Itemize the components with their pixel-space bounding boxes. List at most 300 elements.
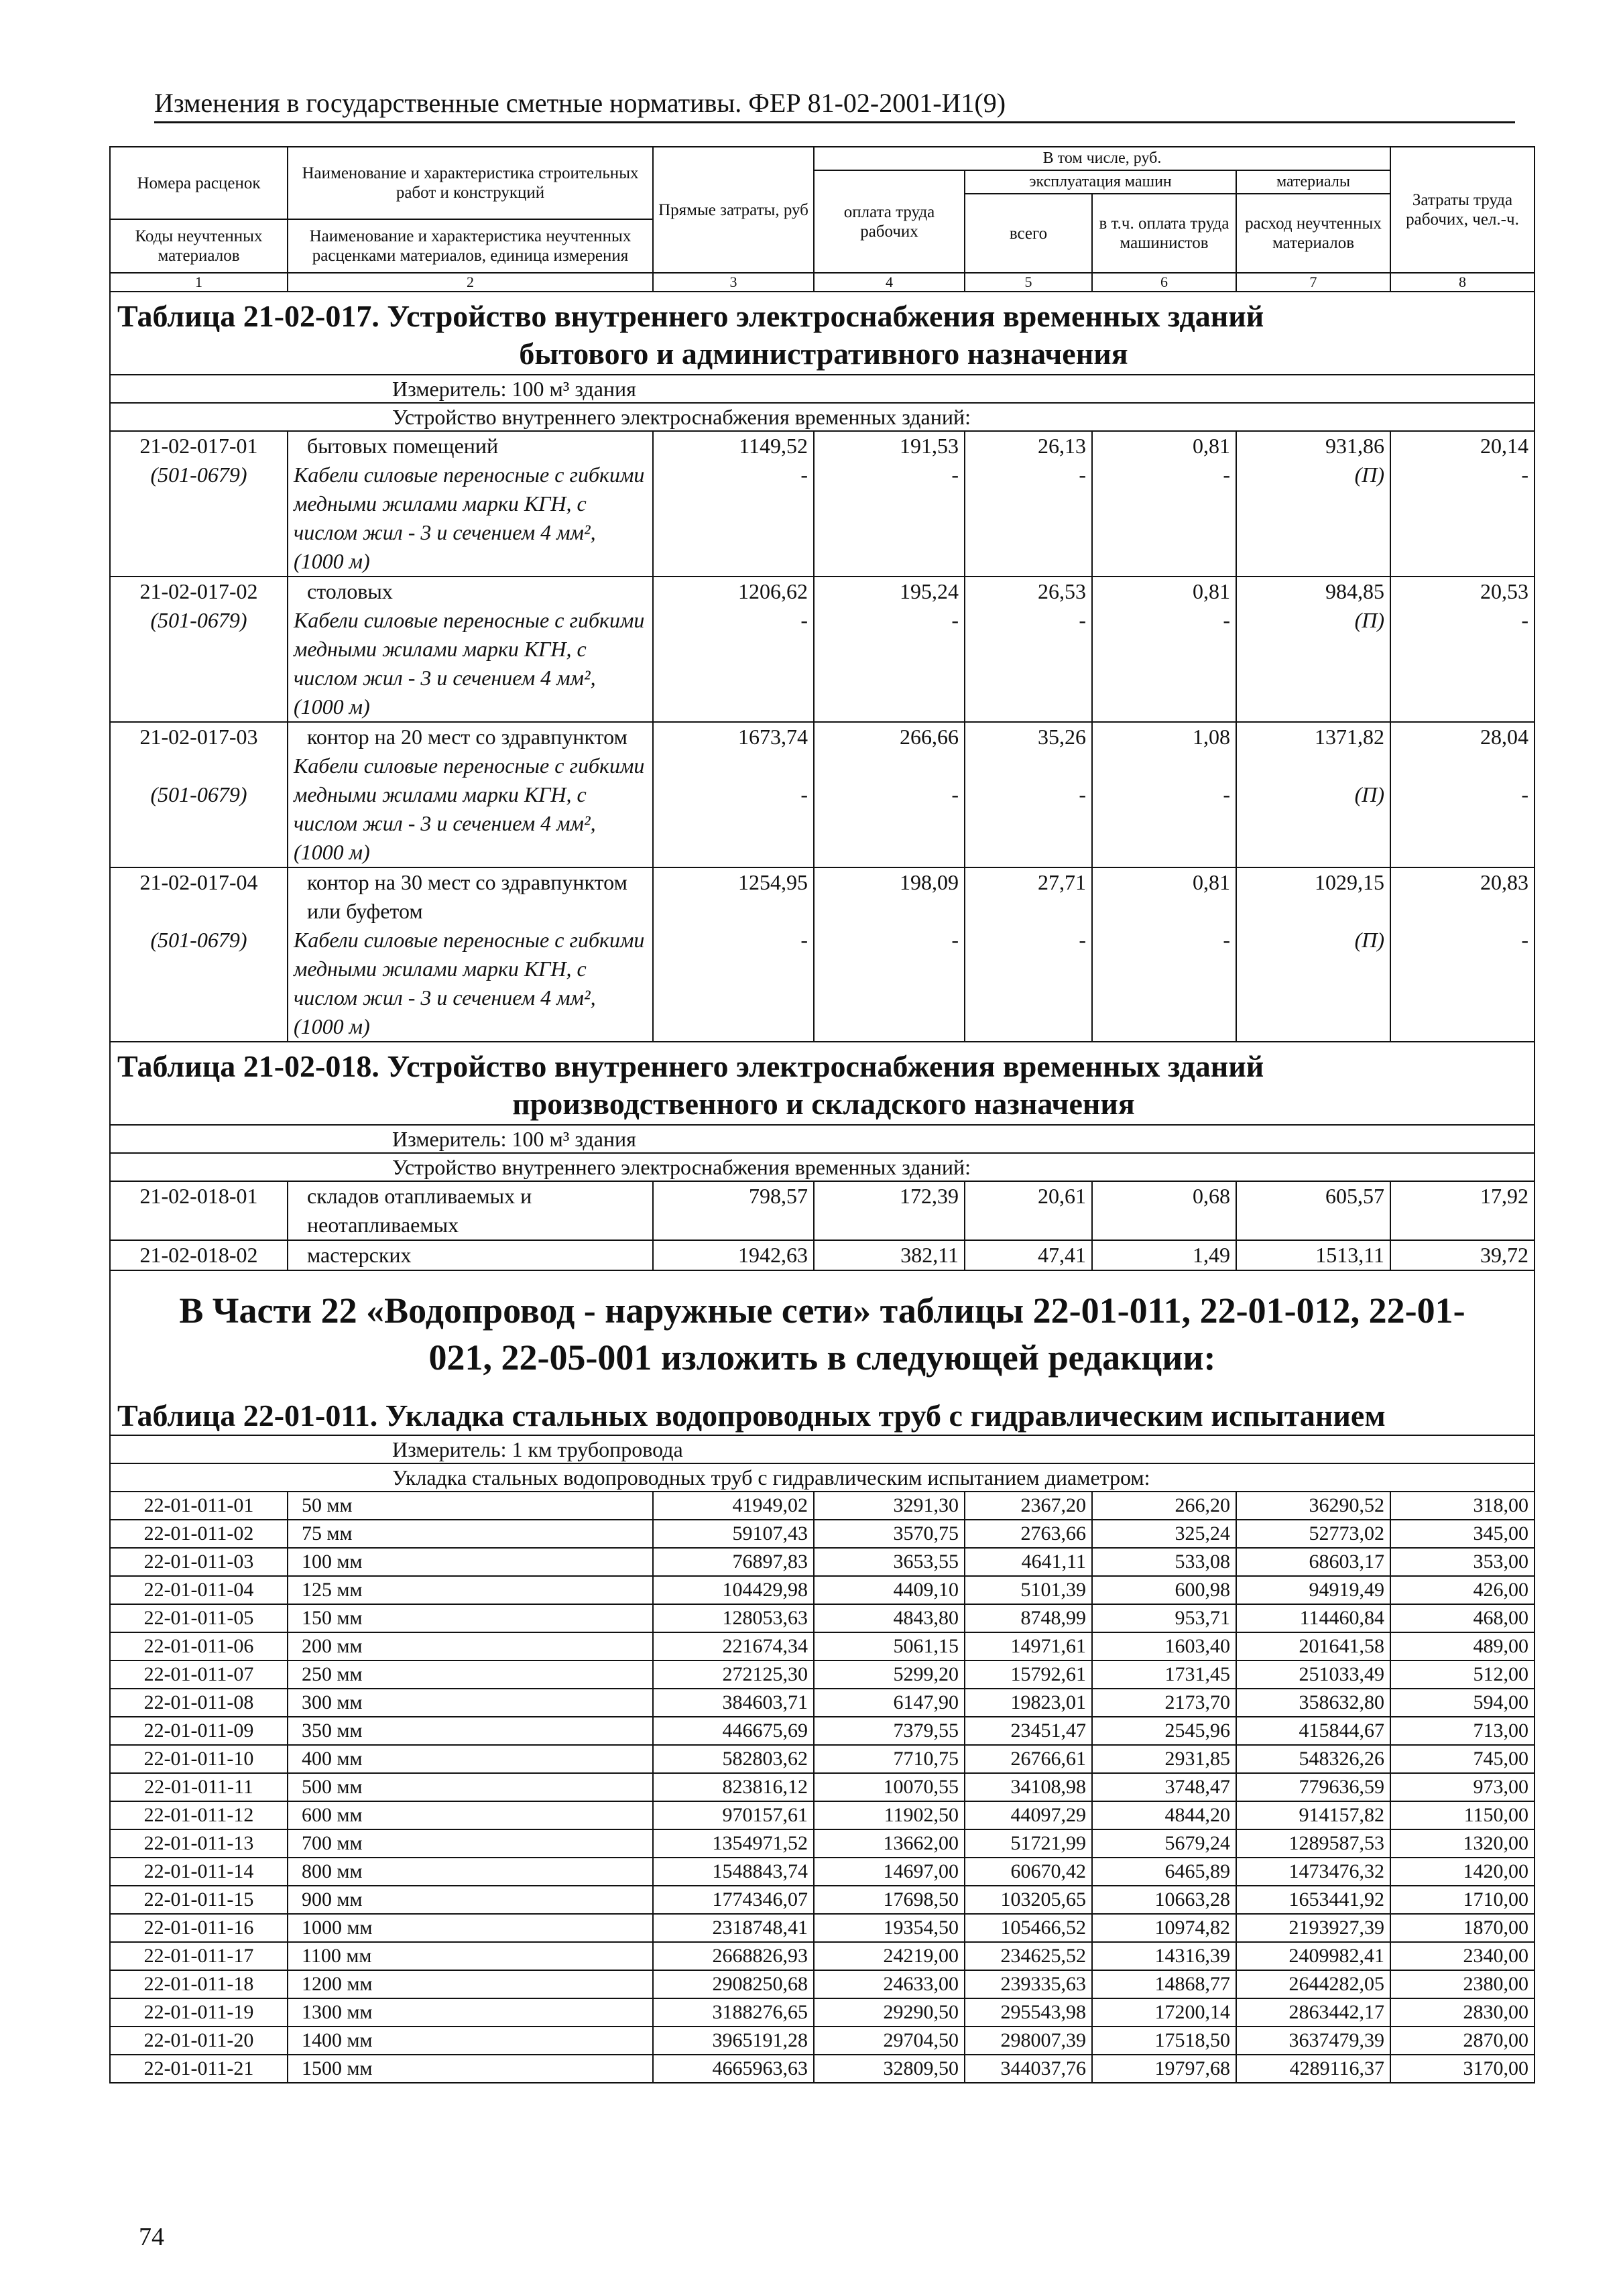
col-header-3: Прямые затраты, руб (653, 147, 814, 273)
col-header-5: всего (965, 194, 1092, 273)
table-row (110, 1604, 1535, 1632)
operator-pay: 953,71 (1092, 1604, 1236, 1632)
worker-pay: 24219,00 (814, 1942, 965, 1970)
work-name: 1000 мм (288, 1914, 653, 1942)
direct-costs: 59107,43 (653, 1520, 814, 1548)
direct-costs: 76897,83 (653, 1548, 814, 1576)
table-row (110, 2055, 1535, 2083)
worker-pay: 4409,10 (814, 1576, 965, 1604)
value-cell: 0,81 - (1092, 431, 1236, 577)
col-header-group: В том числе, руб. (814, 147, 1390, 170)
rate-code: 21-02-018-01 (110, 1181, 288, 1240)
labor-hours: 353,00 (1390, 1548, 1535, 1576)
materials-cost: 1371,82 (1315, 725, 1384, 749)
table-title-line: бытового и административного назначения (519, 337, 1128, 371)
machines-total: 23451,47 (965, 1717, 1092, 1745)
materials-cost: 4289116,37 (1236, 2055, 1390, 2083)
material-flag: (П) (1354, 608, 1384, 632)
value-cell (1236, 431, 1390, 577)
rate-code: 21-02-017-02 (139, 579, 258, 603)
col-header-machines: эксплуатация машин (965, 170, 1236, 194)
table-row (110, 1970, 1535, 1998)
table-row (110, 1858, 1535, 1886)
worker-pay: 19354,50 (814, 1914, 965, 1942)
table-22-01-011 (110, 1270, 1535, 1492)
machines-total: 15792,61 (965, 1660, 1092, 1689)
machines-total: 5101,39 (965, 1576, 1092, 1604)
rate-code: 22-01-011-10 (110, 1745, 288, 1773)
rate-code: 22-01-011-09 (110, 1717, 288, 1745)
table-title-line: Таблица 21-02-017. Устройство внутреннего электроснабжения временных зданий (117, 299, 1264, 333)
labor-hours: 1320,00 (1390, 1829, 1535, 1858)
operator-pay: 2545,96 (1092, 1717, 1236, 1745)
labor-hours: 2830,00 (1390, 1998, 1535, 2027)
materials-cost: 2863442,17 (1236, 1998, 1390, 2027)
work-name: 125 мм (288, 1576, 653, 1604)
rate-code: 22-01-011-01 (110, 1492, 288, 1520)
value-cell (1236, 722, 1390, 867)
table-title (110, 292, 1535, 375)
value-cell: 195,24 - (814, 577, 965, 722)
value-cell: 266,66 - (814, 722, 965, 867)
worker-pay: 266,66 (900, 725, 959, 749)
col-number: 1 (110, 273, 288, 292)
materials-cost: 2644282,05 (1236, 1970, 1390, 1998)
machines-total: 35,26 (1038, 725, 1086, 749)
col-number: 8 (1390, 273, 1535, 292)
table-row (110, 1240, 1535, 1270)
col-header-6: в т.ч. оплата труда машинистов (1092, 194, 1236, 273)
worker-pay: 29290,50 (814, 1998, 965, 2027)
value-cell: 0,81 - (1092, 867, 1236, 1042)
work-name: 300 мм (288, 1689, 653, 1717)
operator-pay: 1731,45 (1092, 1660, 1236, 1689)
machines-total: 103205,65 (965, 1886, 1092, 1914)
rate-code: 22-01-011-19 (110, 1998, 288, 2027)
rate-code: 21-02-017-01 (139, 434, 258, 458)
labor-hours: 2340,00 (1390, 1942, 1535, 1970)
table-row (110, 1998, 1535, 2027)
table-title-line: Таблица 21-02-018. Устройство внутреннего электроснабжения временных зданий (117, 1049, 1264, 1083)
worker-pay: 3291,30 (814, 1492, 965, 1520)
col1-top-label: Номера расценок (137, 174, 261, 192)
materials-cost: 931,86 (1325, 434, 1384, 458)
column-numbers-row (110, 273, 1535, 292)
materials-cost: 3637479,39 (1236, 2027, 1390, 2055)
machines-total: 295543,98 (965, 1998, 1092, 2027)
machines-total: 4641,11 (965, 1548, 1092, 1576)
machines-total: 60670,42 (965, 1858, 1092, 1886)
labor-hours: 512,00 (1390, 1660, 1535, 1689)
table-row (110, 1942, 1535, 1970)
materials-cost: 2409982,41 (1236, 1942, 1390, 1970)
rate-code: 21-02-017-04 (139, 870, 258, 894)
machines-total: 34108,98 (965, 1773, 1092, 1801)
rate-code-cell (110, 722, 288, 867)
direct-costs: 823816,12 (653, 1773, 814, 1801)
work-name: контор на 20 мест со здравпунктом (307, 725, 627, 749)
value-cell: 198,09 - (814, 867, 965, 1042)
rate-code: 22-01-011-15 (110, 1886, 288, 1914)
operator-pay: 266,20 (1092, 1492, 1236, 1520)
machines-total: 105466,52 (965, 1914, 1092, 1942)
machines-total: 26,53 (1038, 579, 1086, 603)
table-row (110, 867, 1535, 1042)
rate-code: 22-01-011-14 (110, 1858, 288, 1886)
col-number: 3 (653, 273, 814, 292)
operator-pay: 0,81 (1193, 870, 1230, 894)
table-row (110, 1548, 1535, 1576)
machines-total: 8748,99 (965, 1604, 1092, 1632)
table-row (110, 1576, 1535, 1604)
work-name: 350 мм (288, 1717, 653, 1745)
table-row (110, 2027, 1535, 2055)
operator-pay: 1,08 (1193, 725, 1230, 749)
operator-pay: 1603,40 (1092, 1632, 1236, 1660)
operator-pay: 14316,39 (1092, 1942, 1236, 1970)
worker-pay: 7710,75 (814, 1745, 965, 1773)
rate-code: 22-01-011-17 (110, 1942, 288, 1970)
col-number: 4 (814, 273, 965, 292)
direct-costs: 1354971,52 (653, 1829, 814, 1858)
materials-cost: 1289587,53 (1236, 1829, 1390, 1858)
materials-cost: 548326,26 (1236, 1745, 1390, 1773)
direct-costs: 1942,63 (653, 1240, 814, 1270)
rate-code: 22-01-011-03 (110, 1548, 288, 1576)
worker-pay: 195,24 (900, 579, 959, 603)
work-name: 50 мм (288, 1492, 653, 1520)
work-name: 250 мм (288, 1660, 653, 1689)
direct-costs: 384603,71 (653, 1689, 814, 1717)
table-21-02-018 (110, 1042, 1535, 1270)
work-name-cell (288, 722, 653, 867)
col-header-4: оплата труда рабочих (814, 170, 965, 273)
direct-costs: 4665963,63 (653, 2055, 814, 2083)
machines-total: 26766,61 (965, 1745, 1092, 1773)
work-name: 1200 мм (288, 1970, 653, 1998)
labor-hours: 20,53 (1480, 579, 1528, 603)
direct-costs: 1254,95 (738, 870, 808, 894)
table-row (110, 1829, 1535, 1858)
norms-table (109, 146, 1535, 2083)
section-subheading: Устройство внутреннего электроснабжения временных зданий: (110, 403, 1535, 431)
labor-hours: 1150,00 (1390, 1801, 1535, 1829)
labor-hours: 594,00 (1390, 1689, 1535, 1717)
worker-pay: 5299,20 (814, 1660, 965, 1689)
value-cell: 20,83 - (1390, 867, 1535, 1042)
work-name: 900 мм (288, 1886, 653, 1914)
labor-hours: 28,04 (1480, 725, 1528, 749)
operator-pay: 10974,82 (1092, 1914, 1236, 1942)
table-row (110, 1520, 1535, 1548)
labor-hours: 39,72 (1390, 1240, 1535, 1270)
part22-heading (110, 1270, 1535, 1392)
direct-costs: 3188276,65 (653, 1998, 814, 2027)
section-subheading: Укладка стальных водопроводных труб с гидравлическим испытанием диаметром: (110, 1463, 1535, 1492)
col-number: 7 (1236, 273, 1390, 292)
labor-hours: 17,92 (1390, 1181, 1535, 1240)
work-name-cell (288, 1181, 653, 1240)
rate-code: 22-01-011-13 (110, 1829, 288, 1858)
value-cell: 28,04 - (1390, 722, 1535, 867)
machines-total: 2367,20 (965, 1492, 1092, 1520)
material-code: (501-0679) (150, 463, 247, 487)
machines-total: 51721,99 (965, 1829, 1092, 1858)
value-cell (1236, 577, 1390, 722)
work-name: 1100 мм (288, 1942, 653, 1970)
materials-cost: 1513,11 (1236, 1240, 1390, 1270)
col1-bottom-label: Коды неучтенных материалов (110, 219, 288, 273)
rate-code: 22-01-011-04 (110, 1576, 288, 1604)
value-cell: 1254,95 - (653, 867, 814, 1042)
labor-hours: 345,00 (1390, 1520, 1535, 1548)
machines-total: 2763,66 (965, 1520, 1092, 1548)
materials-cost: 914157,82 (1236, 1801, 1390, 1829)
pipe-rows (110, 1492, 1535, 2083)
operator-pay: 0,81 (1193, 579, 1230, 603)
operator-pay: 325,24 (1092, 1520, 1236, 1548)
materials-cost: 984,85 (1325, 579, 1384, 603)
value-cell: 191,53 - (814, 431, 965, 577)
material-flag: (П) (1354, 782, 1384, 806)
material-flag: (П) (1354, 463, 1384, 487)
rate-code: 22-01-011-18 (110, 1970, 288, 1998)
direct-costs: 1774346,07 (653, 1886, 814, 1914)
table-row (110, 577, 1535, 722)
work-name: мастерских (307, 1243, 412, 1267)
machines-total: 27,71 (1038, 870, 1086, 894)
materials-cost: 36290,52 (1236, 1492, 1390, 1520)
value-cell: 27,71 - (965, 867, 1092, 1042)
rate-code: 22-01-011-21 (110, 2055, 288, 2083)
worker-pay: 6147,90 (814, 1689, 965, 1717)
labor-hours: 2380,00 (1390, 1970, 1535, 1998)
operator-pay: 14868,77 (1092, 1970, 1236, 1998)
table-row (110, 1632, 1535, 1660)
table-row (110, 431, 1535, 577)
worker-pay: 382,11 (814, 1240, 965, 1270)
col2-top-label: Наименование и характеристика строительных работ и конструкций (302, 164, 639, 202)
operator-pay: 3748,47 (1092, 1773, 1236, 1801)
table-row (110, 1801, 1535, 1829)
labor-hours: 1420,00 (1390, 1858, 1535, 1886)
worker-pay: 4843,80 (814, 1604, 965, 1632)
operator-pay: 2173,70 (1092, 1689, 1236, 1717)
work-name: контор на 30 мест со здравпунктом или буфетом (307, 870, 627, 923)
value-cell: 20,14 - (1390, 431, 1535, 577)
rate-code: 22-01-011-12 (110, 1801, 288, 1829)
labor-hours: 713,00 (1390, 1717, 1535, 1745)
worker-pay: 7379,55 (814, 1717, 965, 1745)
value-cell: 26,53 - (965, 577, 1092, 722)
table-row (110, 722, 1535, 867)
material-name: Кабели силовые переносные с гибкими медными жилами марки КГН, с числом жил - 3 и сечением 4 мм², (1000 м) (294, 463, 645, 573)
work-name-cell (288, 1240, 653, 1270)
table-row (110, 1660, 1535, 1689)
value-cell: 1206,62 - (653, 577, 814, 722)
page-number: 74 (139, 2223, 164, 2251)
table-row (110, 1745, 1535, 1773)
operator-pay: 533,08 (1092, 1548, 1236, 1576)
worker-pay: 3653,55 (814, 1548, 965, 1576)
col-header-8: Затраты труда рабочих, чел.-ч. (1390, 147, 1535, 273)
rate-code: 21-02-018-02 (110, 1240, 288, 1270)
labor-hours: 2870,00 (1390, 2027, 1535, 2055)
rate-code: 22-01-011-02 (110, 1520, 288, 1548)
worker-pay: 17698,50 (814, 1886, 965, 1914)
table-head (110, 147, 1535, 292)
table-title-line: производственного и складского назначения (512, 1087, 1135, 1121)
worker-pay: 24633,00 (814, 1970, 965, 1998)
materials-cost: 1653441,92 (1236, 1886, 1390, 1914)
materials-cost: 114460,84 (1236, 1604, 1390, 1632)
col-number: 2 (288, 273, 653, 292)
value-cell: 1673,74 - (653, 722, 814, 867)
materials-cost: 52773,02 (1236, 1520, 1390, 1548)
labor-hours: 1710,00 (1390, 1886, 1535, 1914)
direct-costs: 798,57 (653, 1181, 814, 1240)
value-cell: 20,53 - (1390, 577, 1535, 722)
material-name: Кабели силовые переносные с гибкими медными жилами марки КГН, с числом жил - 3 и сечением 4 мм², (1000 м) (294, 928, 645, 1038)
rate-code-cell (110, 431, 288, 577)
material-code: (501-0679) (150, 782, 247, 806)
table-row (110, 1492, 1535, 1520)
direct-costs: 2318748,41 (653, 1914, 814, 1942)
direct-costs: 41949,02 (653, 1492, 814, 1520)
direct-costs: 2668826,93 (653, 1942, 814, 1970)
direct-costs: 1548843,74 (653, 1858, 814, 1886)
work-name: 700 мм (288, 1829, 653, 1858)
materials-cost: 605,57 (1236, 1181, 1390, 1240)
materials-cost: 201641,58 (1236, 1632, 1390, 1660)
col-header-1 (110, 147, 288, 219)
direct-costs: 1206,62 (738, 579, 808, 603)
machines-total: 344037,76 (965, 2055, 1092, 2083)
section-subheading: Устройство внутреннего электроснабжения временных зданий: (110, 1153, 1535, 1181)
direct-costs: 104429,98 (653, 1576, 814, 1604)
rate-code: 22-01-011-20 (110, 2027, 288, 2055)
rate-code-cell (110, 867, 288, 1042)
rate-code: 21-02-017-03 (139, 725, 258, 749)
page-header: Изменения в государственные сметные нормативы. ФЕР 81-02-2001-И1(9) (154, 87, 1515, 123)
work-name: 500 мм (288, 1773, 653, 1801)
materials-cost: 2193927,39 (1236, 1914, 1390, 1942)
work-name: 1500 мм (288, 2055, 653, 2083)
table-row (110, 1181, 1535, 1240)
col-header-materials: материалы (1236, 170, 1390, 194)
materials-cost: 1029,15 (1315, 870, 1384, 894)
operator-pay: 19797,68 (1092, 2055, 1236, 2083)
part22-heading-line: 021, 22-05-001 изложить в следующей редакции: (428, 1337, 1216, 1378)
operator-pay: 17200,14 (1092, 1998, 1236, 2027)
material-name: Кабели силовые переносные с гибкими медными жилами марки КГН, с числом жил - 3 и сечением 4 мм², (1000 м) (294, 753, 645, 864)
machines-total: 20,61 (965, 1181, 1092, 1240)
worker-pay: 29704,50 (814, 2027, 965, 2055)
machines-total: 298007,39 (965, 2027, 1092, 2055)
direct-costs: 128053,63 (653, 1604, 814, 1632)
rate-code: 22-01-011-07 (110, 1660, 288, 1689)
worker-pay: 13662,00 (814, 1829, 965, 1858)
direct-costs: 582803,62 (653, 1745, 814, 1773)
worker-pay: 11902,50 (814, 1801, 965, 1829)
direct-costs: 221674,34 (653, 1632, 814, 1660)
col2-bottom-label: Наименование и характеристика неучтенных расценками материалов, единица измерения (288, 219, 653, 273)
material-code: (501-0679) (150, 608, 247, 632)
col-number: 5 (965, 273, 1092, 292)
rate-code: 22-01-011-08 (110, 1689, 288, 1717)
materials-cost: 1473476,32 (1236, 1858, 1390, 1886)
worker-pay: 172,39 (814, 1181, 965, 1240)
table-row (110, 1717, 1535, 1745)
rate-code: 22-01-011-06 (110, 1632, 288, 1660)
operator-pay: 2931,85 (1092, 1745, 1236, 1773)
table-row (110, 1773, 1535, 1801)
work-name-cell (288, 431, 653, 577)
direct-costs: 446675,69 (653, 1717, 814, 1745)
labor-hours: 426,00 (1390, 1576, 1535, 1604)
worker-pay: 32809,50 (814, 2055, 965, 2083)
work-name: 400 мм (288, 1745, 653, 1773)
labor-hours: 468,00 (1390, 1604, 1535, 1632)
operator-pay: 0,68 (1092, 1181, 1236, 1240)
work-name: 1400 мм (288, 2027, 653, 2055)
labor-hours: 1870,00 (1390, 1914, 1535, 1942)
machines-total: 19823,01 (965, 1689, 1092, 1717)
work-name: складов отапливаемых и неотапливаемых (307, 1184, 532, 1237)
operator-pay: 600,98 (1092, 1576, 1236, 1604)
measure-unit: Измеритель: 100 м³ здания (110, 375, 1535, 403)
work-name: столовых (307, 579, 393, 603)
table-title: Таблица 22-01-011. Укладка стальных водопроводных труб с гидравлическим испытанием (110, 1392, 1535, 1435)
table-21-02-017 (110, 292, 1535, 1042)
materials-cost: 251033,49 (1236, 1660, 1390, 1689)
table-row (110, 1689, 1535, 1717)
value-cell (1236, 867, 1390, 1042)
value-cell: 1,08 - (1092, 722, 1236, 867)
direct-costs: 1149,52 (739, 434, 808, 458)
value-cell: 35,26 - (965, 722, 1092, 867)
worker-pay: 5061,15 (814, 1632, 965, 1660)
work-name: 200 мм (288, 1632, 653, 1660)
machines-total: 239335,63 (965, 1970, 1092, 1998)
direct-costs: 1673,74 (738, 725, 808, 749)
col-header-2 (288, 147, 653, 219)
worker-pay: 3570,75 (814, 1520, 965, 1548)
labor-hours: 3170,00 (1390, 2055, 1535, 2083)
work-name-cell (288, 577, 653, 722)
table-title (110, 1042, 1535, 1125)
work-name: 800 мм (288, 1858, 653, 1886)
measure-unit: Измеритель: 1 км трубопровода (110, 1435, 1535, 1463)
operator-pay: 6465,89 (1092, 1858, 1236, 1886)
material-flag: (П) (1354, 928, 1384, 952)
labor-hours: 20,83 (1480, 870, 1528, 894)
work-name: бытовых помещений (307, 434, 499, 458)
operator-pay: 1,49 (1092, 1240, 1236, 1270)
rate-code: 22-01-011-16 (110, 1914, 288, 1942)
operator-pay: 5679,24 (1092, 1829, 1236, 1858)
materials-cost: 779636,59 (1236, 1773, 1390, 1801)
rate-code-cell (110, 577, 288, 722)
value-cell: 0,81 - (1092, 577, 1236, 722)
value-cell: 1149,52 - (653, 431, 814, 577)
table-row (110, 1914, 1535, 1942)
operator-pay: 4844,20 (1092, 1801, 1236, 1829)
operator-pay: 17518,50 (1092, 2027, 1236, 2055)
machines-total: 26,13 (1038, 434, 1086, 458)
machines-total: 47,41 (965, 1240, 1092, 1270)
labor-hours: 745,00 (1390, 1745, 1535, 1773)
